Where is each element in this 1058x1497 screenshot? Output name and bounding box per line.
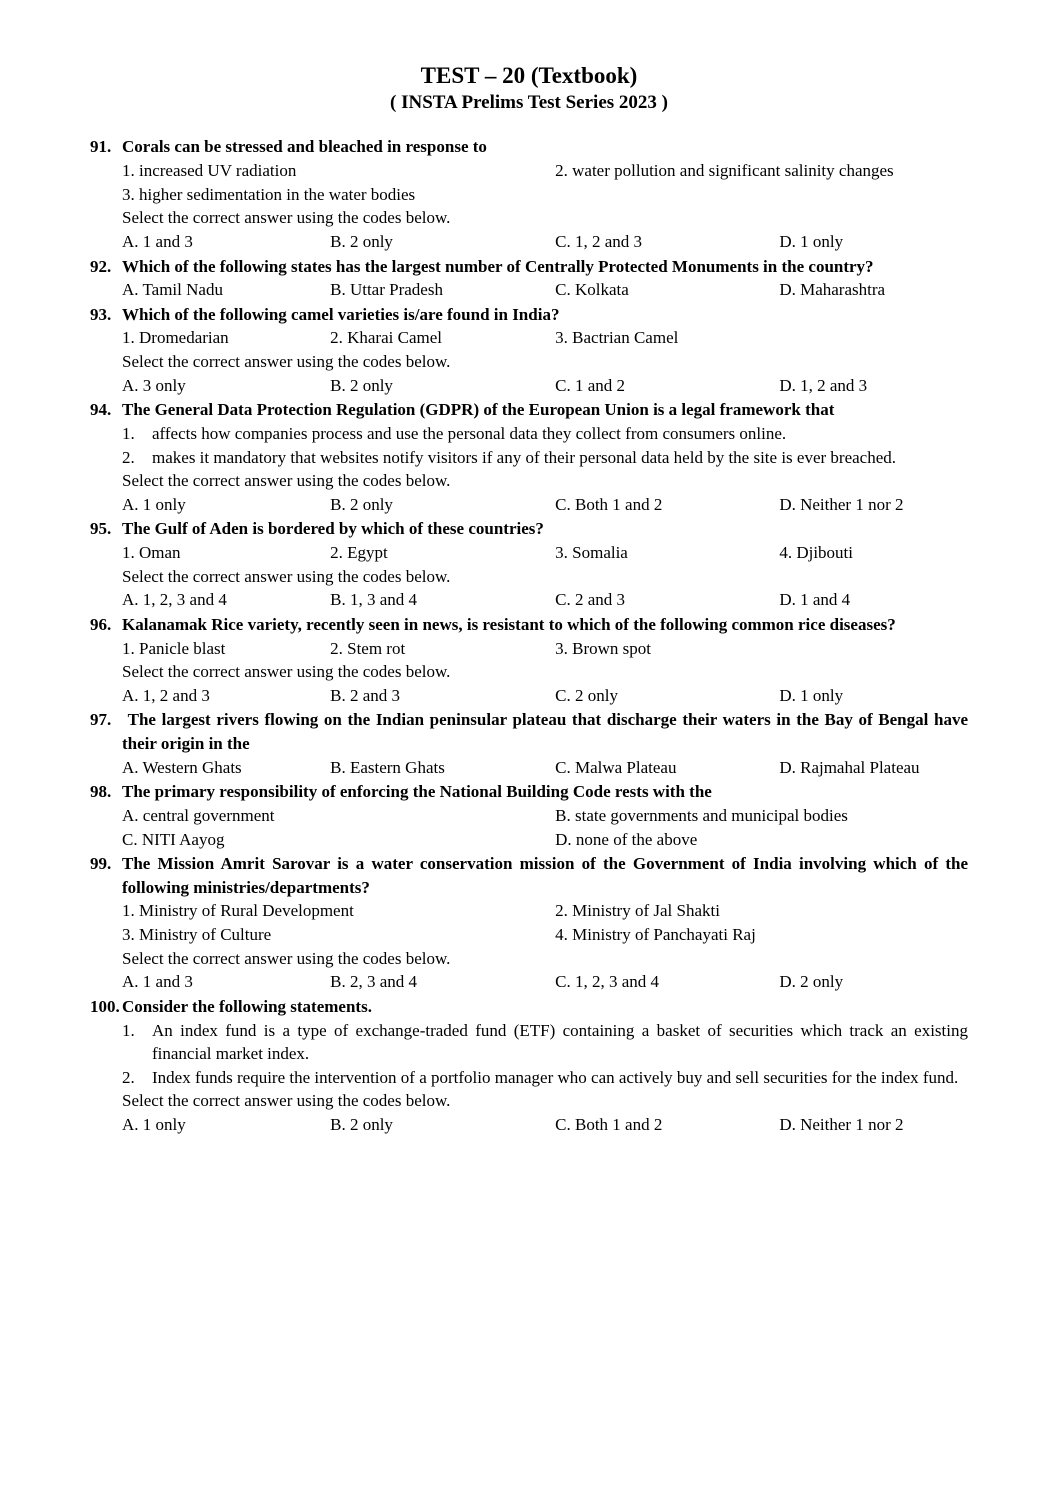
option: C. Malwa Plateau (555, 757, 677, 777)
question-99 (90, 852, 968, 994)
option: A. Tamil Nadu (122, 280, 223, 300)
question-number: 93. (90, 304, 112, 324)
option: C. 2 and 3 (555, 590, 626, 610)
question-number: 92. (90, 256, 112, 276)
question-94 (90, 398, 968, 516)
question-body (122, 326, 968, 397)
items-row (122, 541, 968, 565)
option: C. 1, 2 and 3 (555, 231, 643, 251)
question-98 (90, 780, 968, 851)
statement-row (122, 446, 968, 470)
list-item: 4. Ministry of Panchayati Raj (555, 925, 756, 945)
option: B. 2 only (330, 231, 393, 251)
question-body (122, 541, 968, 612)
options-row (122, 374, 968, 398)
option: A. 1 and 3 (122, 972, 193, 992)
statement-text: Index funds require the intervention of a portfolio manager who can actively buy and sell securities for the index fund. (152, 1067, 959, 1087)
statement-text: makes it mandatory that websites notify visitors if any of their personal data held by the site is ever breached. (152, 447, 897, 467)
options-row (122, 230, 968, 254)
statement-line: 3. higher sedimentation in the water bodies (122, 184, 416, 204)
question-body (122, 278, 968, 302)
items-row (122, 326, 968, 350)
question-header (90, 398, 968, 422)
question-text: Which of the following camel varieties is/are found in India? (122, 304, 560, 324)
question-body (122, 899, 968, 994)
list-item: 2. water pollution and significant salinity changes (555, 161, 894, 181)
list-item: 1. Dromedarian (122, 328, 229, 348)
option: D. 1 only (779, 685, 844, 705)
list-item: 2. Stem rot (330, 638, 406, 658)
question-text: The primary responsibility of enforcing the National Building Code rests with the (122, 782, 712, 802)
question-100 (90, 995, 968, 1137)
list-item: 2. Kharai Camel (330, 328, 442, 348)
question-text: The Mission Amrit Sarovar is a water conservation mission of the Government of India involving which of the following ministries/departments? (122, 854, 968, 897)
option: A. 3 only (122, 375, 186, 395)
questions-list (90, 135, 968, 1136)
select-code-instruction: Select the correct answer using the codes below. (122, 566, 451, 586)
question-header (90, 517, 968, 541)
option: B. 2 and 3 (330, 685, 400, 705)
statement-row (122, 1019, 968, 1066)
question-body (122, 756, 968, 780)
option: B. 2 only (330, 1115, 393, 1135)
question-text: Which of the following states has the largest number of Centrally Protected Monuments in the country? (122, 256, 874, 276)
question-header (90, 135, 968, 159)
question-header (90, 303, 968, 327)
question-text: The Gulf of Aden is bordered by which of these countries? (122, 519, 544, 539)
list-item: 3. Ministry of Culture (122, 925, 272, 945)
options-row (122, 970, 968, 994)
list-item: 3. Bactrian Camel (555, 328, 679, 348)
question-body (122, 422, 968, 517)
option: C. 1, 2, 3 and 4 (555, 972, 660, 992)
option: C. NITI Aayog (122, 829, 225, 849)
question-body (122, 804, 968, 851)
question-number: 100. (90, 996, 120, 1016)
option: D. 1, 2 and 3 (779, 375, 868, 395)
option: C. 2 only (555, 685, 618, 705)
select-code-instruction: Select the correct answer using the codes below. (122, 471, 451, 491)
options-row (122, 756, 968, 780)
select-code-instruction: Select the correct answer using the codes below. (122, 208, 451, 228)
list-item: 1. Panicle blast (122, 638, 226, 658)
question-number: 99. (90, 854, 112, 874)
option: D. Maharashtra (779, 280, 886, 300)
question-header (90, 613, 968, 637)
question-header (90, 995, 968, 1019)
question-text: Kalanamak Rice variety, recently seen in news, is resistant to which of the following common rice diseases? (122, 614, 896, 634)
list-item: 2. Ministry of Jal Shakti (555, 901, 720, 921)
statement-number: 1. (122, 423, 135, 443)
list-item: 1. increased UV radiation (122, 161, 297, 181)
question-header (90, 852, 968, 899)
question-number: 97. (90, 710, 112, 730)
list-item: 3. Brown spot (555, 638, 652, 658)
question-text: Consider the following statements. (122, 996, 372, 1016)
option: D. Rajmahal Plateau (779, 757, 920, 777)
statement-row (122, 1066, 968, 1090)
statement-number: 1. (122, 1020, 135, 1040)
list-item: 2. Egypt (330, 543, 388, 563)
question-header (90, 780, 968, 804)
question-text: The largest rivers flowing on the Indian peninsular plateau that discharge their waters in the Bay of Bengal have their origin in the (122, 710, 968, 754)
option: B. 2, 3 and 4 (330, 972, 417, 992)
list-item: 1. Ministry of Rural Development (122, 901, 354, 921)
options-row (122, 684, 968, 708)
option: A. central government (122, 805, 275, 825)
question-97 (90, 708, 968, 779)
option: B. 2 only (330, 375, 393, 395)
option: D. 2 only (779, 972, 844, 992)
statement-number: 2. (122, 1067, 135, 1087)
options-row (122, 588, 968, 612)
items-row (122, 159, 968, 183)
select-code-instruction: Select the correct answer using the codes below. (122, 948, 451, 968)
question-text: Corals can be stressed and bleached in response to (122, 137, 487, 157)
items-row (122, 899, 968, 923)
select-code-instruction: Select the correct answer using the codes below. (122, 352, 451, 372)
question-95 (90, 517, 968, 612)
option: B. 1, 3 and 4 (330, 590, 417, 610)
question-number: 96. (90, 614, 112, 634)
question-91 (90, 135, 968, 253)
option: A. 1 only (122, 1115, 186, 1135)
option: C. Both 1 and 2 (555, 1115, 663, 1135)
option: D. 1 and 4 (779, 590, 851, 610)
option: D. none of the above (555, 829, 698, 849)
question-96 (90, 613, 968, 708)
option: A. 1 and 3 (122, 231, 193, 251)
statement-text: An index fund is a type of exchange-traded fund (ETF) containing a basket of securities which track an existing financial market index. (152, 1020, 968, 1064)
items-row (122, 637, 968, 661)
list-item: 4. Djibouti (779, 543, 853, 563)
option: A. 1 only (122, 494, 186, 514)
option: C. 1 and 2 (555, 375, 626, 395)
test-title: TEST – 20 (Textbook) (420, 63, 638, 88)
question-number: 94. (90, 400, 112, 420)
option: A. 1, 2, 3 and 4 (122, 590, 227, 610)
question-number: 95. (90, 519, 112, 539)
question-body (122, 637, 968, 708)
statement-row (122, 422, 968, 446)
select-code-instruction: Select the correct answer using the codes below. (122, 1091, 451, 1111)
question-93 (90, 303, 968, 398)
option: A. Western Ghats (122, 757, 242, 777)
question-header (90, 255, 968, 279)
question-body (122, 159, 968, 254)
option: A. 1, 2 and 3 (122, 685, 210, 705)
option: C. Both 1 and 2 (555, 494, 663, 514)
question-header (90, 708, 968, 755)
statement-number: 2. (122, 447, 135, 467)
option: B. Uttar Pradesh (330, 280, 443, 300)
select-code-instruction: Select the correct answer using the codes below. (122, 662, 451, 682)
question-body (122, 1019, 968, 1137)
option: D. Neither 1 nor 2 (779, 494, 904, 514)
question-92 (90, 255, 968, 302)
option: B. 2 only (330, 494, 393, 514)
question-number: 98. (90, 782, 112, 802)
options-row (122, 278, 968, 302)
options-row (122, 1113, 968, 1137)
option: D. 1 only (779, 231, 844, 251)
question-text: The General Data Protection Regulation (GDPR) of the European Union is a legal framework that (122, 400, 835, 420)
options-row (122, 828, 968, 852)
question-number: 91. (90, 137, 112, 157)
option: B. Eastern Ghats (330, 757, 445, 777)
option: C. Kolkata (555, 280, 629, 300)
items-row (122, 923, 968, 947)
options-row (122, 493, 968, 517)
list-item: 3. Somalia (555, 543, 628, 563)
option: D. Neither 1 nor 2 (779, 1115, 904, 1135)
test-series-subtitle: ( INSTA Prelims Test Series 2023 ) (390, 91, 668, 113)
statement-text: affects how companies process and use the personal data they collect from consumers online. (152, 423, 787, 443)
option: B. state governments and municipal bodies (555, 805, 848, 825)
list-item: 1. Oman (122, 543, 181, 563)
options-row (122, 804, 968, 828)
